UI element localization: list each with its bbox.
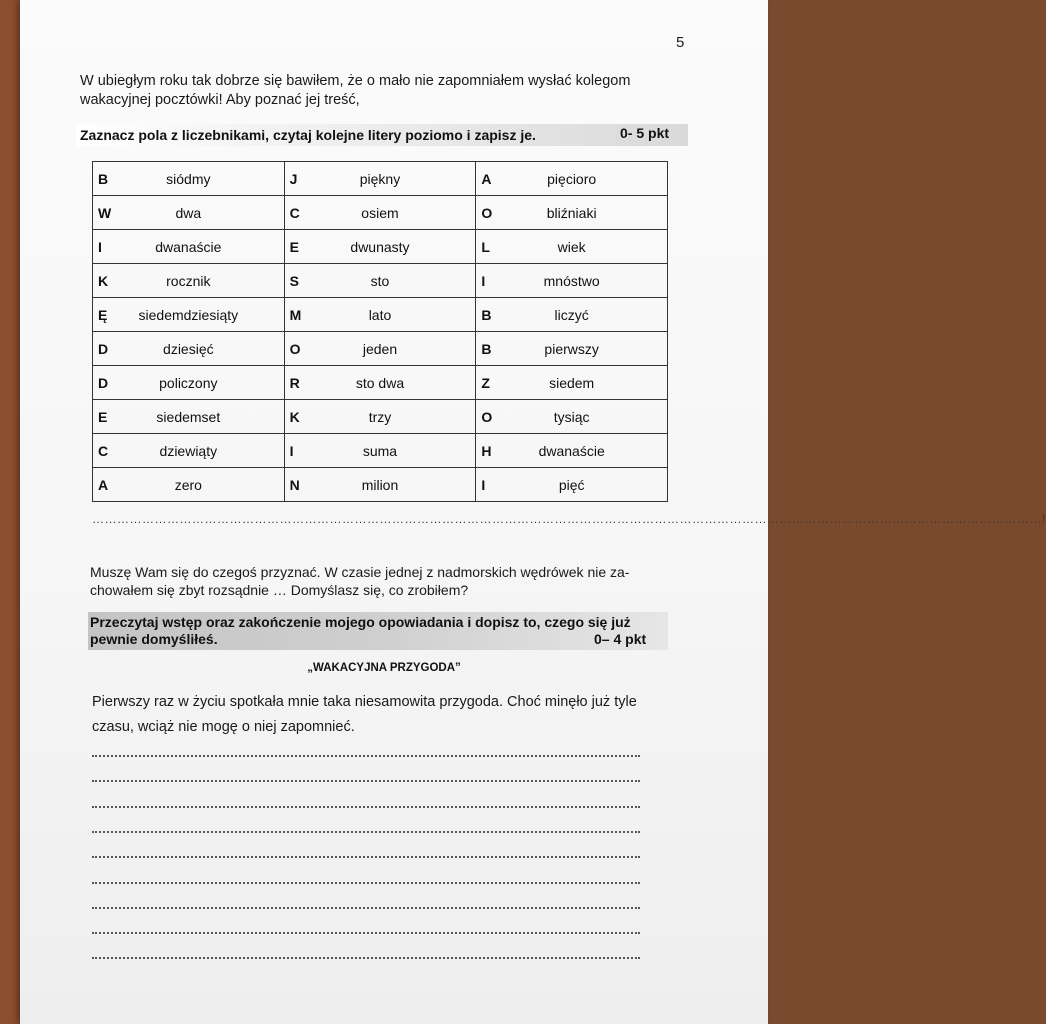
grid-row (93, 400, 668, 434)
cell-letter: H (481, 442, 492, 459)
cell-letter: K (289, 408, 300, 425)
writing-line[interactable] (92, 745, 640, 757)
cell-letter: A (481, 170, 492, 187)
story-title: „WAKACYJNA PRZYGODA” (307, 662, 461, 674)
cell-word: tysiąc (553, 408, 590, 425)
cell-letter: O (481, 408, 493, 425)
cell-letter: S (289, 272, 299, 289)
grid-cell[interactable] (284, 332, 476, 366)
writing-line[interactable] (92, 947, 640, 959)
writing-line[interactable] (92, 846, 640, 858)
cell-word: suma (362, 442, 398, 459)
cell-word: osiem (361, 204, 399, 221)
cell-letter: I (481, 272, 486, 289)
grid-cell[interactable] (476, 196, 668, 230)
grid-cell[interactable] (93, 366, 285, 400)
grid-cell[interactable] (284, 196, 476, 230)
writing-line[interactable] (92, 897, 640, 909)
cell-word: siedemset (156, 408, 221, 425)
task1-instruction: Zaznacz pola z liczebnikami, czytaj kolejne litery poziomo i zapisz je. (80, 127, 536, 143)
cell-word: dwanaście (538, 442, 605, 459)
cell-letter: E (98, 408, 108, 425)
grid-row (93, 230, 668, 264)
cell-word: dwunasty (350, 238, 410, 255)
cell-word: rocznik (166, 272, 211, 289)
grid-cell[interactable] (476, 230, 668, 264)
cell-word: policzony (159, 374, 218, 391)
cell-word: dwanaście (155, 238, 222, 255)
cell-letter: I (98, 238, 102, 255)
cell-word: siódmy (166, 170, 211, 187)
cell-word: zero (174, 476, 202, 493)
cell-letter: N (289, 476, 300, 493)
grid-cell[interactable] (284, 298, 476, 332)
grid-cell[interactable] (476, 298, 668, 332)
grid-cell[interactable] (284, 468, 476, 502)
cell-word: siedem (549, 374, 595, 391)
grid-cell[interactable] (93, 468, 285, 502)
grid-cell[interactable] (93, 298, 285, 332)
cell-word: dwa (175, 204, 202, 221)
grid-row (93, 196, 668, 230)
cell-word: dziesięć (163, 340, 214, 357)
cell-letter: I (481, 476, 486, 493)
grid-cell[interactable] (284, 366, 476, 400)
grid-row (93, 264, 668, 298)
cell-word: piękny (359, 170, 401, 187)
cell-letter: W (98, 204, 112, 221)
cell-letter: O (289, 340, 301, 357)
task2-points: 0– 4 pkt (594, 631, 647, 647)
cell-letter: O (481, 204, 493, 221)
writing-line[interactable] (92, 770, 640, 782)
numeral-grid (92, 161, 668, 502)
cell-letter: A (98, 476, 109, 493)
grid-cell[interactable] (476, 366, 668, 400)
grid-cell[interactable] (476, 468, 668, 502)
cell-word: bliźniaki (546, 204, 597, 221)
confession-text: Muszę Wam się do czegoś przyznać. W czasie jednej z nadmorskich wędrówek nie za-chowałem się zbyt rozsądnie … Domyślasz się, co zrobiłem? (90, 564, 630, 598)
cell-letter: B (481, 306, 492, 323)
cell-letter: Ę (98, 306, 108, 323)
answer-line[interactable]: …………………………………………………………………………………………………………………………………………………………………………………………………………! (92, 512, 1046, 526)
grid-row (93, 162, 668, 196)
grid-cell[interactable] (284, 400, 476, 434)
cell-letter: K (98, 272, 109, 289)
cell-letter: I (289, 442, 294, 459)
writing-line[interactable] (92, 872, 640, 884)
grid-cell[interactable] (476, 400, 668, 434)
writing-line[interactable] (92, 922, 640, 934)
grid-cell[interactable] (93, 434, 285, 468)
grid-cell[interactable] (93, 400, 285, 434)
grid-cell[interactable] (93, 162, 285, 196)
story-intro: Pierwszy raz w życiu spotkała mnie taka niesamowita przygoda. Choć minęło już tyle czasu, wciąż nie mogę o niej zapomnieć. (92, 694, 637, 735)
cell-word: sto dwa (355, 374, 405, 391)
grid-cell[interactable] (284, 230, 476, 264)
cell-word: lato (368, 306, 392, 323)
writing-line[interactable] (92, 796, 640, 808)
cell-word: jeden (362, 340, 398, 357)
cell-letter: D (98, 374, 109, 391)
grid-cell[interactable] (93, 196, 285, 230)
cell-letter: B (98, 170, 109, 187)
cell-letter: E (289, 238, 299, 255)
grid-row (93, 298, 668, 332)
grid-cell[interactable] (284, 162, 476, 196)
grid-row (93, 468, 668, 502)
cell-letter: R (289, 374, 300, 391)
cell-word: pierwszy (544, 340, 599, 357)
page-number: 5 (676, 34, 685, 51)
cell-letter: L (481, 238, 490, 255)
grid-cell[interactable] (476, 434, 668, 468)
cell-word: wiek (557, 238, 586, 255)
intro-text: W ubiegłym roku tak dobrze się bawiłem, że o mało nie zapomniałem wysłać kolegom wakacyjnej pocztówki! Aby poznać jej treść, (80, 73, 631, 108)
cell-letter: C (289, 204, 300, 221)
grid-cell[interactable] (476, 162, 668, 196)
cell-letter: C (98, 442, 109, 459)
grid-row (93, 434, 668, 468)
cell-word: dziewiąty (159, 442, 218, 459)
grid-cell[interactable] (93, 230, 285, 264)
cell-word: mnóstwo (543, 272, 600, 289)
writing-line[interactable] (92, 821, 640, 833)
task1-points: 0- 5 pkt (620, 125, 670, 141)
cell-word: sto (370, 272, 390, 289)
cell-word: liczyć (554, 306, 589, 323)
grid-cell[interactable] (476, 264, 668, 298)
grid-cell[interactable] (476, 332, 668, 366)
grid-row (93, 366, 668, 400)
cell-letter: D (98, 340, 109, 357)
grid-cell[interactable] (93, 332, 285, 366)
cell-letter: M (289, 306, 302, 323)
cell-word: pięcioro (547, 170, 597, 187)
grid-cell[interactable] (284, 434, 476, 468)
grid-row (93, 332, 668, 366)
task2-instruction: Przeczytaj wstęp oraz zakończenie mojego opowiadania i dopisz to, czego się już pewnie domyśliłeś. (90, 614, 631, 647)
grid-cell[interactable] (93, 264, 285, 298)
cell-letter: J (289, 170, 298, 187)
cell-word: siedemdziesiąty (138, 306, 239, 323)
grid-cell[interactable] (284, 264, 476, 298)
cell-word: pięć (558, 476, 585, 493)
cell-word: milion (361, 476, 399, 493)
cell-word: trzy (368, 408, 392, 425)
cell-letter: Z (481, 374, 490, 391)
cell-letter: B (481, 340, 492, 357)
